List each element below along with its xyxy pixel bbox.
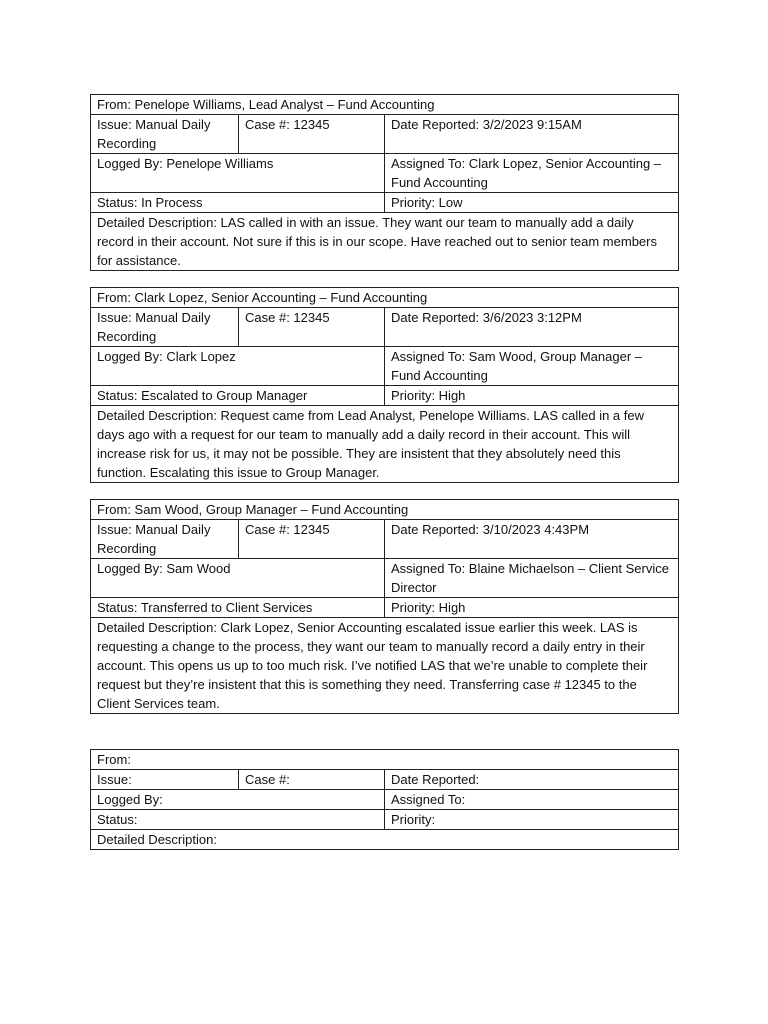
assigned-to-field: Assigned To: Clark Lopez, Senior Accounting – Fund Accounting — [385, 154, 679, 193]
assigned-to-field: Assigned To: Sam Wood, Group Manager – Fund Accounting — [385, 347, 679, 386]
issue-field: Issue: Manual Daily Recording — [91, 520, 239, 559]
date-reported-field: Date Reported: 3/6/2023 3:12PM — [385, 308, 679, 347]
priority-field: Priority: High — [385, 598, 679, 618]
blank-case-template-table — [90, 749, 679, 850]
status-field: Status: Escalated to Group Manager — [91, 386, 385, 406]
issue-field: Issue: — [91, 770, 239, 790]
from-field: From: Penelope Williams, Lead Analyst – Fund Accounting — [91, 95, 679, 115]
priority-field: Priority: — [385, 810, 679, 830]
issue-field: Issue: Manual Daily Recording — [91, 115, 239, 154]
status-field: Status: Transferred to Client Services — [91, 598, 385, 618]
case-number-field: Case #: 12345 — [239, 520, 385, 559]
case-record-table — [90, 287, 679, 483]
assigned-to-field: Assigned To: Blaine Michaelson – Client Service Director — [385, 559, 679, 598]
detailed-description-field: Detailed Description: Request came from Lead Analyst, Penelope Williams. LAS called in a few days ago with a request for our team to manually add a daily record in their account. This will increase risk for us, it may not be possible. They are insistent that they absolutely need this function. Escalating this issue to Group Manager. — [91, 406, 679, 483]
date-reported-field: Date Reported: — [385, 770, 679, 790]
case-number-field: Case #: 12345 — [239, 308, 385, 347]
case-record-table — [90, 499, 679, 714]
date-reported-field: Date Reported: 3/10/2023 4:43PM — [385, 520, 679, 559]
from-field: From: Sam Wood, Group Manager – Fund Accounting — [91, 500, 679, 520]
status-field: Status: In Process — [91, 193, 385, 213]
priority-field: Priority: Low — [385, 193, 679, 213]
detailed-description-field: Detailed Description: Clark Lopez, Senior Accounting escalated issue earlier this week. LAS is requesting a change to the process, they want our team to manually record a daily entry in their account. This opens us up to too much risk. I’ve notified LAS that we’re unable to complete their request but they’re insistent that this is something they need. Transferring case # 12345 to the Client Services team. — [91, 618, 679, 714]
status-field: Status: — [91, 810, 385, 830]
priority-field: Priority: High — [385, 386, 679, 406]
case-number-field: Case #: 12345 — [239, 115, 385, 154]
detailed-description-field: Detailed Description: LAS called in with an issue. They want our team to manually add a daily record in their account. Not sure if this is in our scope. Have reached out to senior team members for assistance. — [91, 213, 679, 271]
logged-by-field: Logged By: — [91, 790, 385, 810]
case-number-field: Case #: — [239, 770, 385, 790]
from-field: From: Clark Lopez, Senior Accounting – Fund Accounting — [91, 288, 679, 308]
case-record-table — [90, 94, 679, 271]
issue-field: Issue: Manual Daily Recording — [91, 308, 239, 347]
assigned-to-field: Assigned To: — [385, 790, 679, 810]
logged-by-field: Logged By: Penelope Williams — [91, 154, 385, 193]
from-field: From: — [91, 750, 679, 770]
detailed-description-field: Detailed Description: — [91, 830, 679, 850]
date-reported-field: Date Reported: 3/2/2023 9:15AM — [385, 115, 679, 154]
logged-by-field: Logged By: Sam Wood — [91, 559, 385, 598]
logged-by-field: Logged By: Clark Lopez — [91, 347, 385, 386]
